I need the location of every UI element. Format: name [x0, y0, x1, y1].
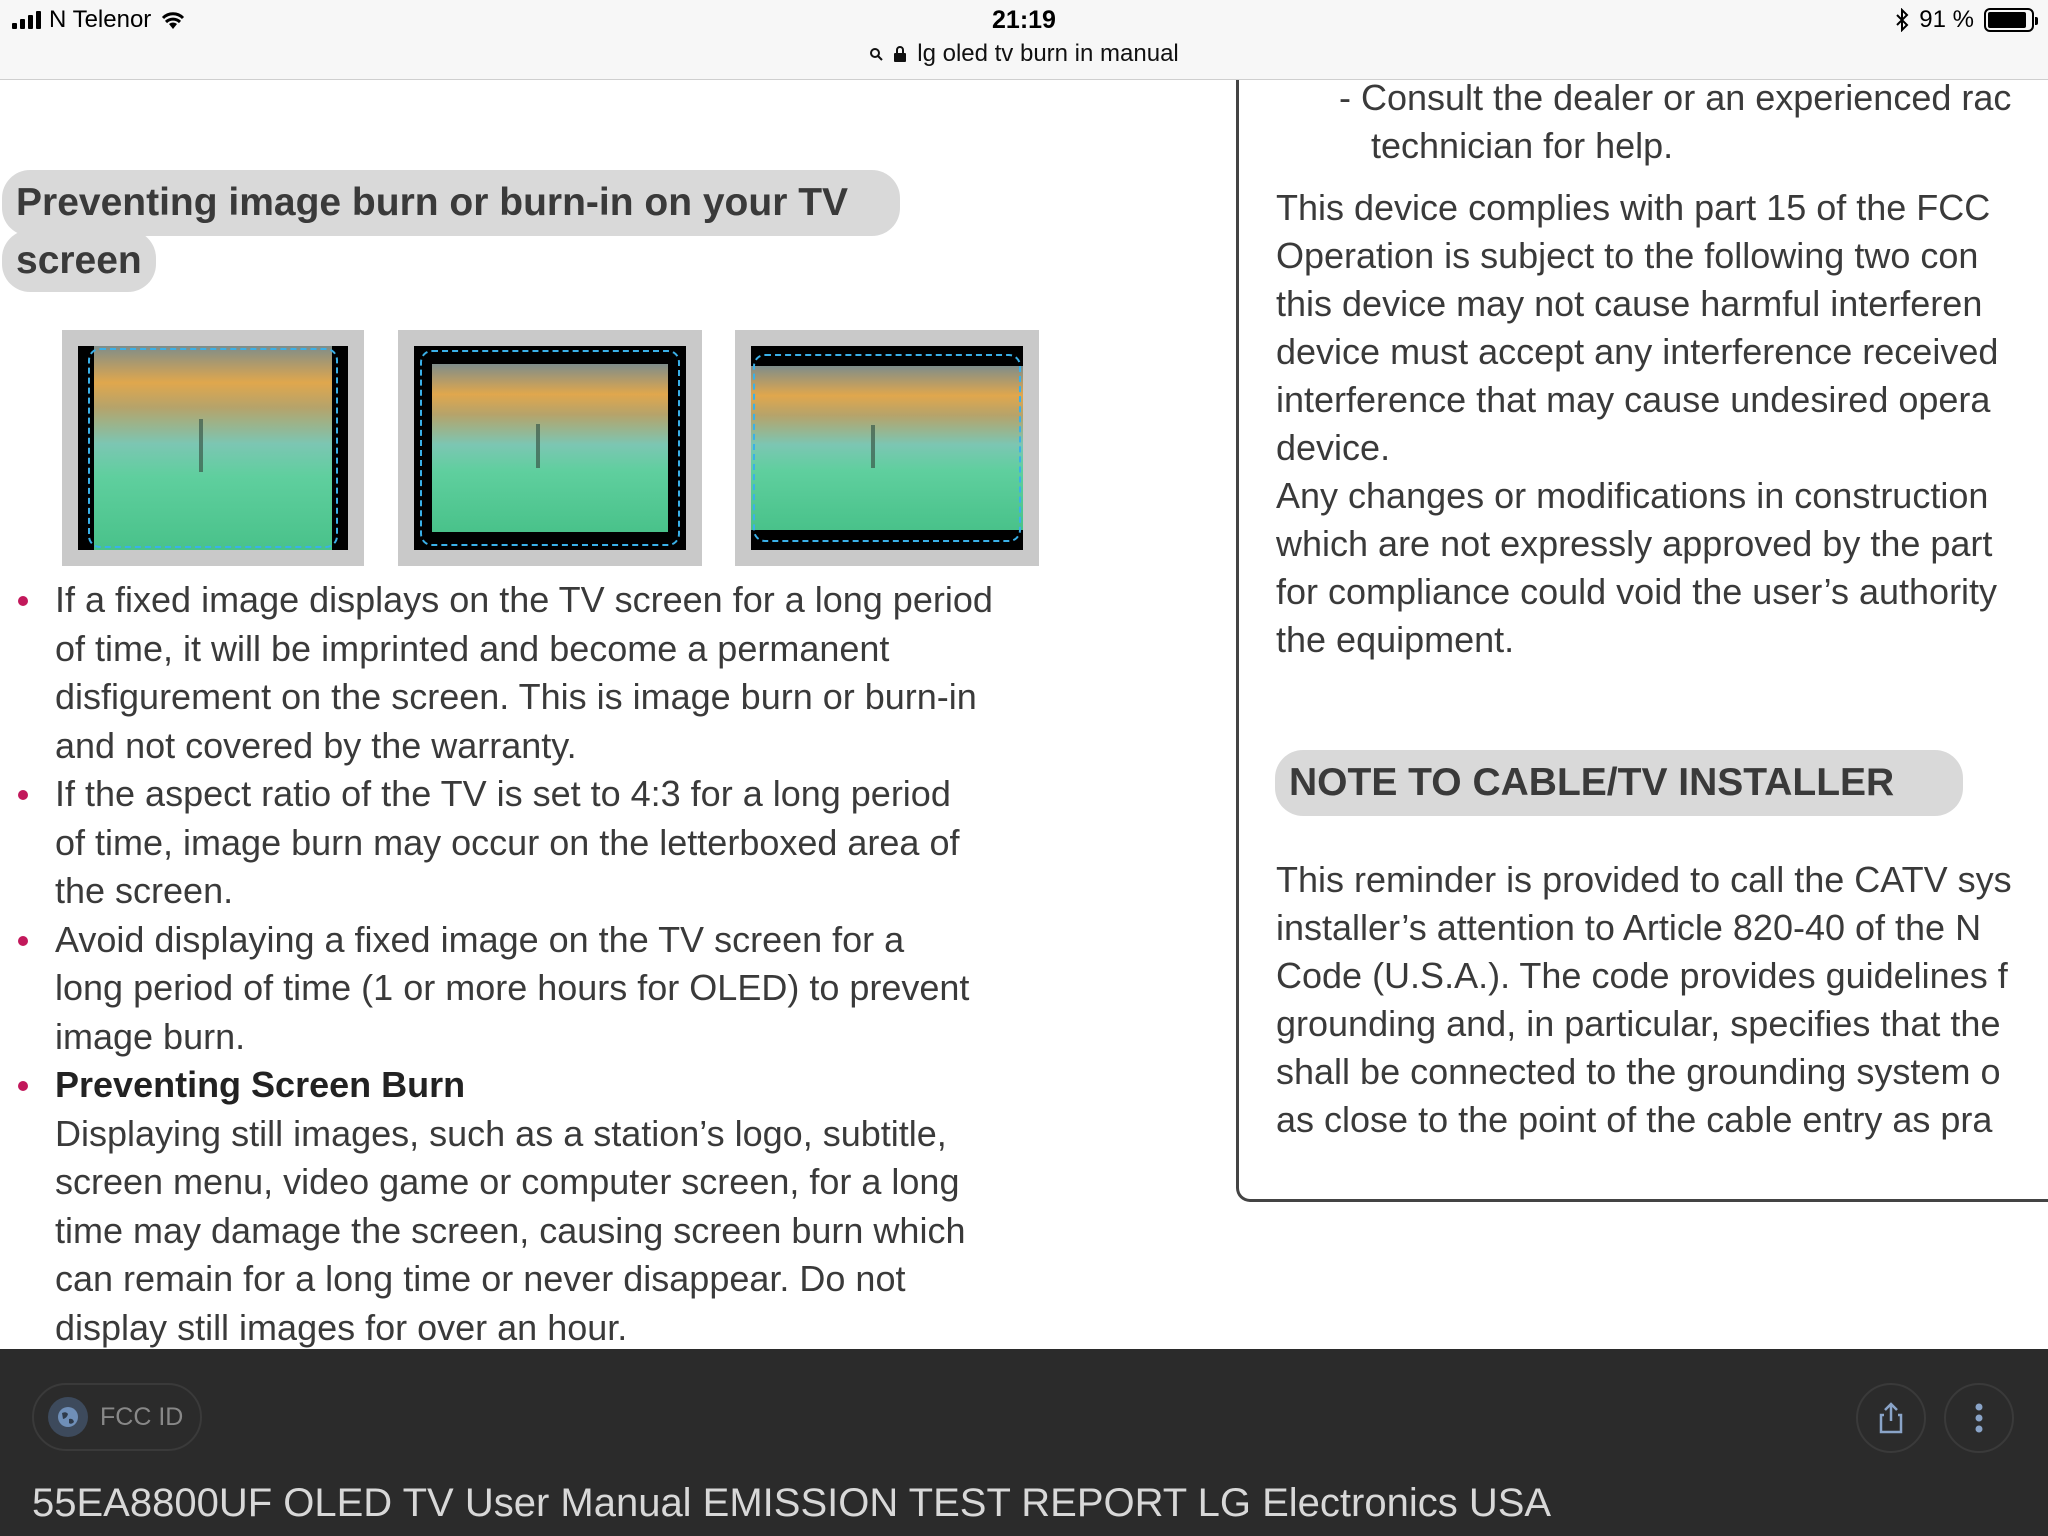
fcc-line: which are not expressly approved by the part [1276, 523, 1993, 564]
bullet-line: can remain for a long time or never disappear. Do not [55, 1258, 906, 1299]
catv-line: installer’s attention to Article 820-40 of the N [1276, 907, 1982, 948]
fcc-line: device must accept any interference received [1276, 331, 1999, 372]
bullet-line: screen menu, video game or computer screen, for a long [55, 1161, 960, 1202]
status-right [1895, 6, 2034, 34]
bullet-line: time may damage the screen, causing screen burn which [55, 1209, 966, 1251]
source-chip-label: FCC ID [100, 1402, 184, 1431]
carrier-label: N Telenor [49, 6, 152, 33]
image-result-bar [0, 1349, 2048, 1536]
bullet-line: of time, it will be imprinted and become a permanent [55, 627, 890, 669]
bullet-line: Avoid displaying a fixed image on the TV screen for a [55, 918, 905, 960]
bullet-line: disfigurement on the screen. This is image burn or burn-in [55, 676, 977, 717]
bullet-dot [18, 596, 28, 606]
manual-page [0, 80, 2048, 1350]
more-icon [1974, 1401, 1984, 1435]
address-bar[interactable] [0, 40, 2048, 68]
bullet-line: long period of time (1 or more hours for OLED) to prevent [55, 967, 970, 1008]
search-icon [869, 47, 883, 61]
bluetooth-icon [1895, 8, 1909, 32]
catv-line: grounding and, in particular, specifies that the [1276, 1003, 2001, 1044]
bullet-item [12, 916, 1072, 1062]
catv-line: Code (U.S.A.). The code provides guidelines f [1276, 955, 2008, 996]
tv-illustration-letterbox [735, 330, 1039, 566]
share-button[interactable] [1856, 1383, 1926, 1453]
bullet-dot [18, 1081, 28, 1091]
bullet-title: Preventing Screen Burn [55, 1064, 466, 1105]
bullet-line: the screen. [55, 870, 234, 911]
fcc-line: this device may not cause harmful interferen [1276, 283, 1983, 324]
bullet-item [12, 770, 1072, 916]
globe-icon [48, 1397, 88, 1437]
cable-installer-heading: NOTE TO CABLE/TV INSTALLER [1275, 750, 1963, 816]
battery-percent: 91 % [1919, 6, 1974, 33]
battery-icon [1984, 8, 2034, 32]
section-heading: Preventing image burn or burn-in on your TV [2, 170, 900, 236]
fcc-line: for compliance could void the user’s authority [1276, 571, 1998, 612]
bullet-line: of time, image burn may occur on the letterboxed area of [55, 821, 960, 863]
bullet-dot [18, 936, 28, 946]
bullet-item [12, 1061, 1072, 1350]
result-title-link[interactable]: 55EA8800UF OLED TV User Manual EMISSION TEST REPORT LG Electronics USA [32, 1481, 1552, 1525]
bullet-item [12, 576, 1072, 770]
fcc-line: interference that may cause undesired opera [1276, 379, 1991, 420]
fcc-line: device. [1276, 427, 1391, 468]
bullet-line: display still images for over an hour. [55, 1306, 628, 1348]
bullet-line: If the aspect ratio of the TV is set to 4:3 for a long period [55, 773, 951, 814]
bullet-dot [18, 790, 28, 800]
status-bar [0, 0, 2048, 80]
catv-line: as close to the point of the cable entry as pra [1276, 1099, 1993, 1140]
bullet-line: image burn. [55, 1015, 246, 1057]
catv-line: shall be connected to the grounding system o [1276, 1051, 2001, 1092]
bullet-line: Displaying still images, such as a station’s logo, subtitle, [55, 1112, 947, 1154]
fcc-line: Operation is subject to the following two con [1276, 235, 1979, 276]
bullet-line: and not covered by the warranty. [55, 724, 577, 766]
url-text: lg oled tv burn in manual [917, 40, 1179, 67]
share-icon [1876, 1401, 1906, 1435]
bullet-list [12, 576, 1072, 1350]
section-heading-continued: screen [2, 230, 156, 292]
clock: 21:19 [992, 6, 1056, 34]
catv-line: This reminder is provided to call the CATV sys [1276, 859, 2012, 900]
fcc-line: Any changes or modifications in construction [1276, 475, 1989, 516]
consult-line: - Consult the dealer or an experienced rac [1339, 80, 2012, 118]
consult-line: technician for help. [1371, 125, 1674, 166]
tv-illustration-widescreen [62, 330, 364, 566]
fcc-notice-box [1236, 80, 2048, 1202]
bullet-line: If a fixed image displays on the TV screen for a long period [55, 579, 993, 620]
source-chip[interactable] [32, 1383, 202, 1451]
tv-illustration-windowbox [398, 330, 702, 566]
more-options-button[interactable] [1944, 1383, 2014, 1453]
fcc-line: the equipment. [1276, 619, 1515, 660]
lock-icon [893, 45, 907, 63]
fcc-line: This device complies with part 15 of the FCC [1276, 187, 1991, 228]
